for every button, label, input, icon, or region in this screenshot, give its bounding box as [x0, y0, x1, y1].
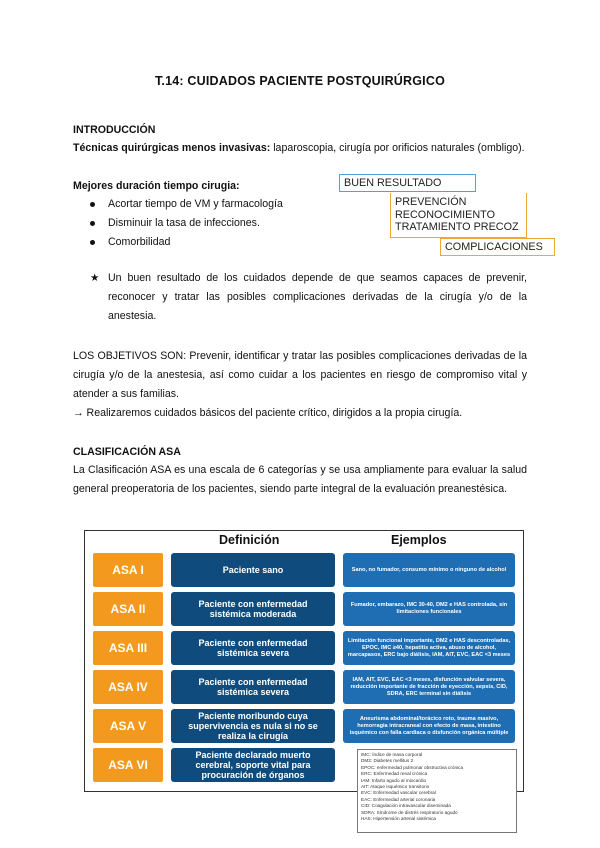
asa-category-label: ASA V [93, 709, 163, 743]
objetivos-arrow-line: → Realizaremos cuidados básicos del paciente crítico, dirigidos a la propia cirugía. [73, 407, 463, 419]
asa-category-label: ASA VI [93, 748, 163, 782]
page-title: T.14: CUIDADOS PACIENTE POSTQUIRÚRGICO [154, 74, 446, 88]
ejemplos-column-header: Ejemplos [391, 533, 447, 547]
asa-definition: Paciente sano [171, 553, 335, 587]
tratamiento-label: TRATAMIENTO PRECOZ [395, 221, 519, 233]
definicion-column-header: Definición [219, 533, 280, 547]
asa-row-5 [85, 709, 525, 745]
star-note [92, 269, 527, 326]
asa-definition: Paciente con enfermedad sistémica severa [171, 670, 335, 704]
abbreviations-legend: IMC: Índice de masa corporal DM2: Diabetes mellitus 2 EPOC: enfermedad pulmonar obstructiva crónica ERC: Enfermedad renal crónica IAM: Infarto agudo al miocardio AIT: Ataque isquémico transitorio EVC: Enfermedad vascular cerebral EAC: Enfermedad arterial coronaria CID: Coagulación intravascular diseminada SDRA: Síndrome de distrés respiratorio agudo HAS: Hipertensión arterial sistémica [357, 749, 517, 833]
complicaciones-box: COMPLICACIONES [440, 238, 555, 256]
asa-row-4 [85, 670, 525, 706]
intro-paragraph [73, 139, 527, 158]
bullet-dot-icon [90, 240, 95, 245]
list-item: Comorbilidad [86, 233, 283, 252]
prevencion-label: PREVENCIÓN [395, 196, 467, 208]
asa-example: Limitación funcional importante, DM2 e HAS descontroladas, EPOC, IMC ≥40, hepatitis activa, abuso de alcohol, marcapasos, ERC bajo diálisis, IAM, AIT, EVC, EAC <3 meses [343, 631, 515, 665]
bullet-dot-icon [90, 202, 95, 207]
intro-p1-bold: Técnicas quirúrgicas menos invasivas: [73, 142, 271, 154]
asa-example: Fumador, embarazo, IMC 30-40, DM2 e HAS controlada, sin limitaciones funcionales [343, 592, 515, 626]
prevencion-box [390, 193, 527, 238]
asa-category-label: ASA II [93, 592, 163, 626]
asa-row-2 [85, 592, 525, 628]
asa-definition: Paciente con enfermedad sistémica moderada [171, 592, 335, 626]
list-item: Acortar tiempo de VM y farmacología [86, 195, 283, 214]
star-note-text: Un buen resultado de los cuidados depende de que seamos capaces de prevenir, reconocer y tratar las posibles complicaciones derivadas de la cirugía y/o de la anestesia. [108, 272, 527, 322]
asa-category-label: ASA III [93, 631, 163, 665]
asa-example: IAM, AIT, EVC, EAC <3 meses, disfunción valvular severa, reducción importante de fracción de eyección, sepsis, CID, SDRA, ERC terminal sin diálisis [343, 670, 515, 704]
intro-p2-bold: Mejores duración tiempo cirugia: [73, 180, 240, 192]
asa-classification-figure [84, 530, 524, 822]
intro-heading: INTRODUCCIÓN [73, 124, 156, 136]
asa-definition: Paciente moribundo cuya supervivencia es nula si no se realiza la cirugía [171, 709, 335, 743]
asa-category-label: ASA I [93, 553, 163, 587]
asa-row-3 [85, 631, 525, 667]
asa-example: Aneurisma abdominal/torácico roto, trauma masivo, hemorragia intracraneal con efecto de masa, intestino isquémico con falla cardiaca o disfunción orgánica múltiple [343, 709, 515, 743]
star-icon: ★ [90, 272, 100, 284]
asa-heading: CLASIFICACIÓN ASA [73, 446, 181, 458]
asa-paragraph: La Clasificación ASA es una escala de 6 categorías y se usa ampliamente para evaluar la salud general preoperatoria de los pacientes, siendo parte integral de la evaluación preanestésica. [73, 464, 527, 495]
list-item: Disminuir la tasa de infecciones. [86, 214, 283, 233]
intro-bullet-list [86, 195, 283, 252]
buen-resultado-box: BUEN RESULTADO [339, 174, 476, 192]
asa-row-1 [85, 553, 525, 589]
reconocimiento-label: RECONOCIMIENTO [395, 208, 495, 221]
asa-example: Sano, no fumador, consumo mínimo o ninguno de alcohol [343, 553, 515, 587]
intro-p1-rest: laparoscopia, cirugía por orificios naturales (ombligo). [270, 142, 525, 154]
bullet-dot-icon [90, 221, 95, 226]
asa-definition: Paciente con enfermedad sistémica severa [171, 631, 335, 665]
asa-category-label: ASA IV [93, 670, 163, 704]
objetivos-paragraph: LOS OBJETIVOS SON: Prevenir, identificar y tratar las posibles complicaciones derivadas de la cirugía y/o de la anestesia, así como cuidar a los pacientes en riesgo de compromiso vital y atender a sus familias. [73, 350, 527, 400]
asa-definition: Paciente declarado muerto cerebral, soporte vital para procuración de órganos [171, 748, 335, 782]
